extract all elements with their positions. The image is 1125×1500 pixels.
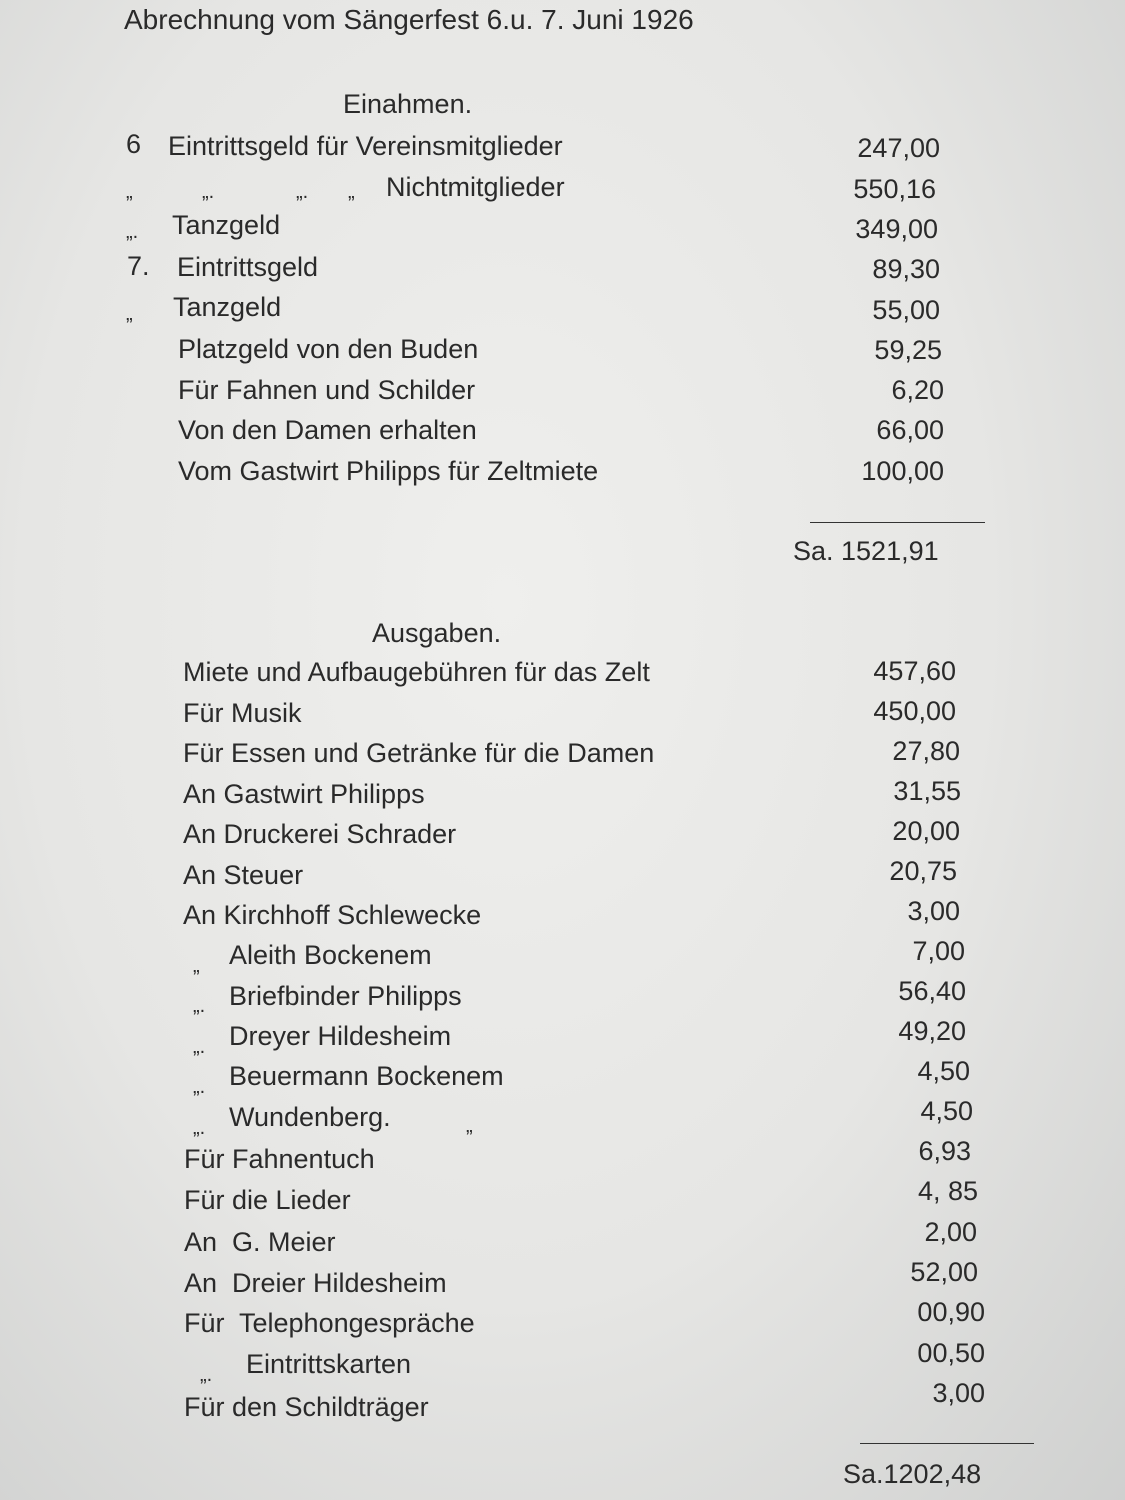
income-amount: 89,30 [872, 254, 940, 284]
expenses-sum-rule [860, 1443, 1034, 1444]
income-amount: 349,00 [855, 214, 938, 244]
expense-amount: 20,00 [892, 816, 960, 846]
income-ditto-mark: „. [126, 221, 139, 243]
income-label: Für Fahnen und Schilder [178, 375, 476, 405]
income-ditto-mark: „ [126, 181, 133, 203]
expense-label: Eintrittskarten [246, 1349, 412, 1379]
expense-label: Für die Lieder [184, 1185, 351, 1215]
expense-label: Miete und Aufbaugebühren für das Zelt [183, 657, 650, 687]
income-label: Platzgeld von den Buden [178, 334, 479, 364]
expense-label: An Kirchhoff Schlewecke [183, 900, 482, 930]
expense-label: Für den Schildträger [184, 1392, 429, 1422]
expense-ditto-mark: „ [193, 955, 200, 977]
expense-amount: 31,55 [893, 776, 961, 806]
expense-ditto-mark: „ [466, 1115, 473, 1137]
expense-label: Für Essen und Getränke für die Damen [183, 738, 655, 768]
income-label: Eintrittsgeld [177, 252, 319, 282]
expense-label: Für Fahnentuch [184, 1144, 375, 1174]
income-ditto-mark: „. [202, 181, 215, 203]
expense-amount: 2,00 [924, 1217, 977, 1247]
income-label: Vom Gastwirt Philipps für Zeltmiete [178, 456, 599, 486]
income-amount: 66,00 [876, 415, 944, 445]
expense-amount: 450,00 [873, 696, 956, 726]
expense-label: An Druckerei Schrader [183, 819, 457, 849]
expense-amount: 4,50 [920, 1096, 973, 1126]
expense-amount: 6,93 [918, 1136, 971, 1166]
expense-ditto-mark: „. [193, 995, 206, 1017]
income-heading: Einahmen. [343, 89, 473, 119]
expenses-total: Sa.1202,48 [843, 1459, 982, 1489]
expenses-heading: Ausgaben. [372, 618, 502, 648]
income-ditto-mark: „. [296, 181, 309, 203]
expense-ditto-mark: „. [193, 1036, 206, 1058]
income-label: Tanzgeld [172, 210, 281, 240]
expense-amount: 20,75 [889, 856, 957, 886]
income-amount: 55,00 [872, 295, 940, 325]
income-mark: 6 [126, 129, 142, 159]
expense-label: Aleith Bockenem [229, 940, 432, 970]
income-amount: 550,16 [853, 174, 936, 204]
income-ditto-mark: „ [348, 181, 355, 203]
expense-ditto-mark: „. [200, 1364, 213, 1386]
income-mark: 7. [127, 251, 150, 281]
expense-label: An G. Meier [184, 1227, 336, 1257]
expense-label: Beuermann Bockenem [229, 1061, 504, 1091]
expense-amount: 52,00 [910, 1257, 978, 1287]
expense-amount: 00,50 [917, 1338, 985, 1368]
expense-label: Briefbinder Philipps [229, 981, 462, 1011]
expense-amount: 00,90 [917, 1297, 985, 1327]
income-amount: 247,00 [857, 133, 940, 163]
expense-label: Für Telephongespräche [184, 1308, 475, 1338]
expense-amount: 3,00 [932, 1378, 985, 1408]
income-label: Tanzgeld [173, 292, 282, 322]
expense-label: Dreyer Hildesheim [229, 1021, 452, 1051]
expense-label: Für Musik [183, 698, 302, 728]
expense-amount: 457,60 [873, 656, 956, 686]
income-total: Sa. 1521,91 [793, 536, 939, 566]
income-amount: 59,25 [874, 335, 942, 365]
expense-label: Wundenberg. [229, 1102, 391, 1132]
expense-ditto-mark: „. [193, 1117, 206, 1139]
expense-amount: 7,00 [912, 936, 965, 966]
expense-amount: 49,20 [898, 1016, 966, 1046]
expense-ditto-mark: „. [193, 1076, 206, 1098]
expense-label: An Dreier Hildesheim [184, 1268, 447, 1298]
income-label: Eintrittsgeld für Vereinsmitglieder [168, 131, 563, 161]
income-amount: 100,00 [861, 456, 944, 486]
income-label: Nichtmitglieder [386, 172, 565, 202]
expense-label: An Steuer [183, 860, 304, 890]
expense-amount: 27,80 [892, 736, 960, 766]
expense-amount: 56,40 [898, 976, 966, 1006]
document-title: Abrechnung vom Sängerfest 6.u. 7. Juni 1926 [124, 4, 694, 35]
expense-label: An Gastwirt Philipps [183, 779, 425, 809]
income-label: Von den Damen erhalten [178, 415, 477, 445]
expense-amount: 4,50 [917, 1056, 970, 1086]
income-ditto-mark: „ [126, 303, 133, 325]
income-sum-rule [810, 522, 985, 523]
income-amount: 6,20 [891, 375, 944, 405]
expense-amount: 3,00 [907, 896, 960, 926]
expense-amount: 4, 85 [917, 1176, 978, 1206]
